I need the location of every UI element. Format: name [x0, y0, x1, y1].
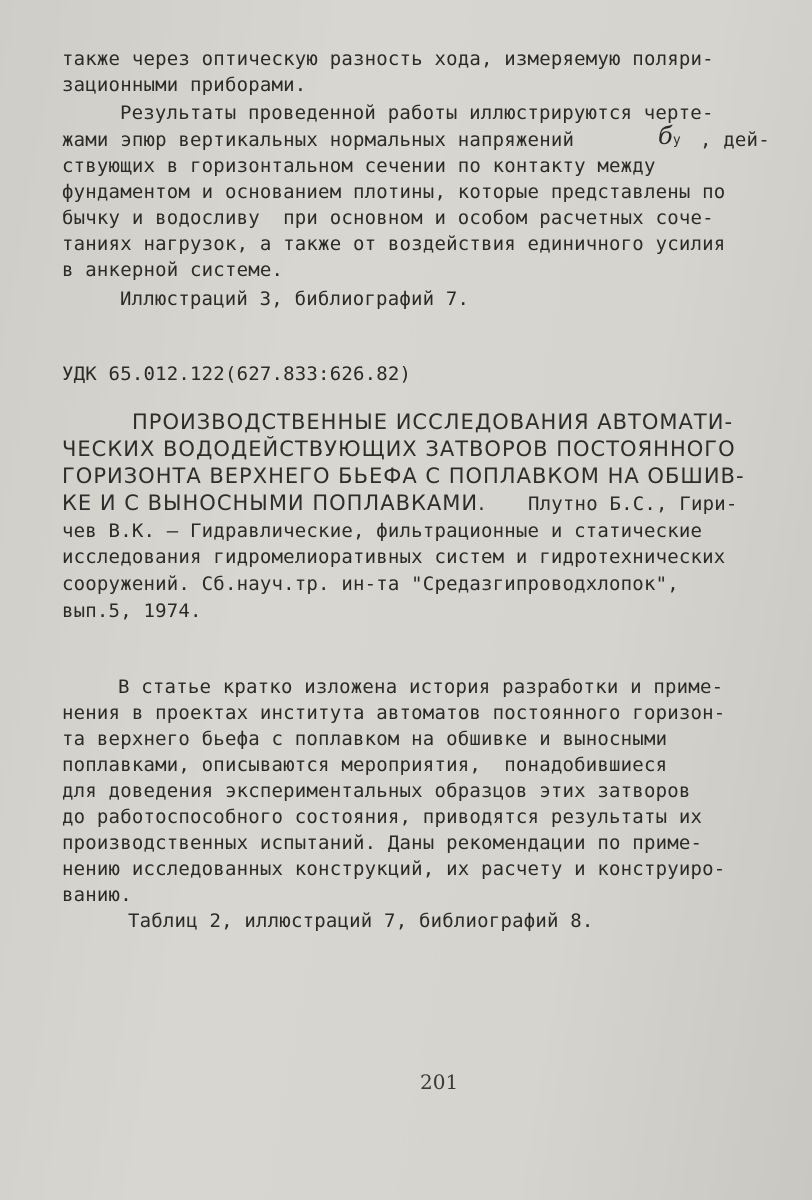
sigma-symbol: б	[658, 122, 673, 150]
stress-symbol	[658, 124, 681, 153]
text-line: та верхнего бьефа с поплавком на обшивке и выносными	[62, 728, 668, 750]
text-line: зационными приборами.	[62, 74, 307, 96]
entry-authors: Плутно Б.С., Гири-	[528, 493, 738, 515]
reference-line: сооружений. Сб.науч.тр. ин-та "Средазгипроводхлопок",	[62, 573, 679, 595]
reference-line: чев В.К. – Гидравлические, фильтрационные и статические	[62, 520, 703, 542]
reference-line: исследования гидромелиоративных систем и гидротехнических	[62, 546, 726, 568]
page-number: 201	[420, 1070, 459, 1094]
text-line: нению исследованных конструкций, их расчету и конструиро-	[62, 858, 726, 880]
text-line: таниях нагрузок, а также от воздействия единичного усилия	[62, 233, 726, 255]
text-line: до работоспособного состояния, приводятся результаты их	[62, 806, 703, 828]
text-line: нения в проектах института автоматов постоянного горизон-	[62, 702, 726, 724]
text-line: ствующих в горизонтальном сечении по контакту между	[62, 155, 656, 177]
entry-title-line: КЕ И С ВЫНОСНЫМИ ПОПЛАВКАМИ.	[62, 491, 486, 515]
text-line: Иллюстраций 3, библиографий 7.	[120, 288, 470, 310]
text-line: бычку и водосливу при основном и особом расчетных соче-	[62, 207, 714, 229]
text-line: ванию.	[62, 884, 132, 906]
udk-code: УДК 65.012.122(627.833:626.82)	[62, 363, 412, 385]
text-line: жами эпюр вертикальных нормальных напряжений	[62, 129, 575, 151]
text-line: производственных испытаний. Даны рекомендации по приме-	[62, 832, 703, 854]
entry-title-line: ЧЕСКИХ ВОДОДЕЙСТВУЮЩИХ ЗАТВОРОВ ПОСТОЯННОГО	[62, 437, 736, 461]
sigma-subscript: у	[672, 133, 681, 148]
text-line: поплавками, описываются мероприятия, понадобившиеся	[62, 754, 668, 776]
reference-line: вып.5, 1974.	[62, 600, 202, 622]
text-line: также через оптическую разность хода, измеряемую поляри-	[62, 48, 714, 70]
entry-title-line: ГОРИЗОНТА ВЕРХНЕГО БЬЕФА С ПОПЛАВКОМ НА ОБШИВ-	[62, 464, 745, 488]
text-line: , дей-	[700, 129, 770, 151]
text-line: в анкерной системе.	[62, 259, 284, 281]
text-line: Таблиц 2, иллюстраций 7, библиографий 8.	[128, 910, 594, 932]
text-line: В статье кратко изложена история разработки и приме-	[118, 676, 724, 698]
text-line: фундаментом и основанием плотины, которые представлены по	[62, 181, 726, 203]
text-line: Результаты проведенной работы иллюстрируются черте-	[120, 102, 714, 124]
entry-title-line: ПРОИЗВОДСТВЕННЫЕ ИССЛЕДОВАНИЯ АВТОМАТИ-	[132, 410, 734, 434]
text-line: для доведения экспериментальных образцов этих затворов	[62, 780, 691, 802]
